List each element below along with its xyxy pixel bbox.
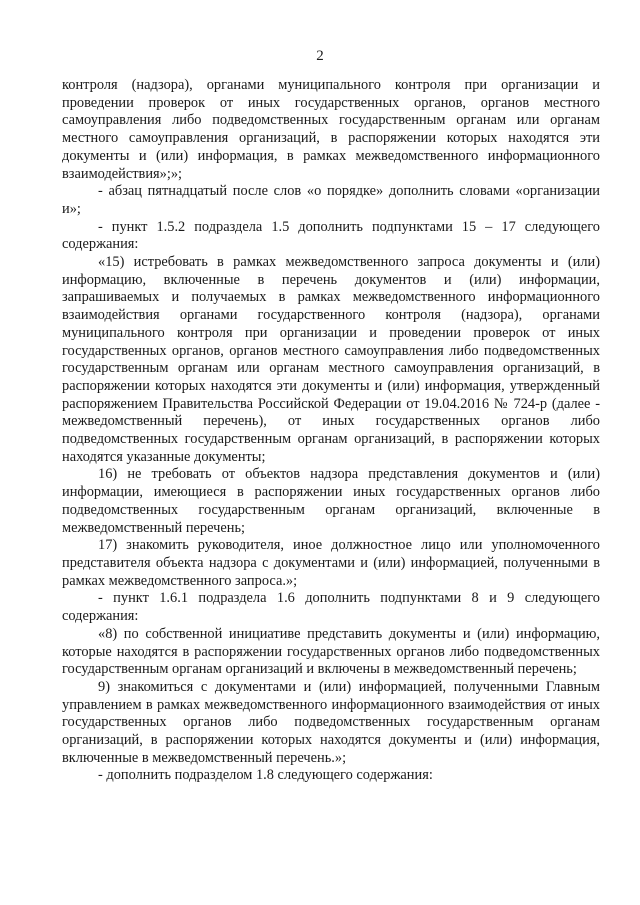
document-body bbox=[62, 77, 600, 785]
paragraph-subitem-15: «15) истребовать в рамках межведомственного запроса документы и (или) информацию, включенные в перечень документов и (или) информации, запрашиваемых и получаемых в рамках межведомственного информационного взаимодействия органами государственного контроля (надзора), органами муниципального контроля при организации и проведении проверок от иных государственных органов, органов местного самоуправления либо подведомственных государственным органам или органам местного самоуправления организаций, в распоряжении которых находятся эти документы и (или) информация, утвержденный распоряжением Правительства Российской Федерации от 19.04.2016 № 724-р (далее - межведомственный перечень), от иных государственных органов либо подведомственных государственным органам организаций, в распоряжении которых находятся указанные документы; bbox=[62, 254, 600, 465]
paragraph-amendment-item: - абзац пятнадцатый после слов «о порядке» дополнить словами «организации и»; bbox=[62, 183, 600, 217]
paragraph-subitem-9: 9) знакомиться с документами и (или) информацией, полученными Главным управлением в рамках межведомственного информационного взаимодействия от иных государственных органов либо подведомственных государственным органам организаций, в распоряжении которых находятся документы и (или) информация, включенные в межведомственный перечень.»; bbox=[62, 678, 600, 766]
paragraph-amendment-item: - пункт 1.6.1 подраздела 1.6 дополнить подпунктами 8 и 9 следующего содержания: bbox=[62, 590, 600, 625]
page-number: 2 bbox=[316, 48, 324, 64]
paragraph-amendment-item: - дополнить подразделом 1.8 следующего содержания: bbox=[98, 767, 433, 784]
paragraph-subitem-16: 16) не требовать от объектов надзора представления документов и (или) информации, имеющиеся в распоряжении иных государственных органов либо подведомственных государственным органам организаций, включенные в межведомственный перечень; bbox=[62, 466, 600, 536]
paragraph-continuation: контроля (надзора), органами муниципального контроля при организации и проведении проверок от иных государственных органов, органов местного самоуправления либо подведомственных государственным органам или органам местного самоуправления организаций, в распоряжении которых находятся эти документы и (или) информация, в рамках межведомственного информационного взаимодействия»;»; bbox=[62, 77, 600, 182]
paragraph-subitem-17: 17) знакомить руководителя, иное должностное лицо или уполномоченного представителя объекта надзора с документами и (или) информацией, полученными в рамках межведомственного запроса.»; bbox=[62, 537, 600, 589]
paragraph-amendment-item: - пункт 1.5.2 подраздела 1.5 дополнить подпунктами 15 – 17 следующего содержания: bbox=[62, 218, 600, 253]
paragraph-subitem-8: «8) по собственной инициативе представить документы и (или) информацию, которые находятся в распоряжении государственных органов либо подведомственных государственным органам организаций и включены в межведомственный перечень; bbox=[62, 625, 600, 678]
